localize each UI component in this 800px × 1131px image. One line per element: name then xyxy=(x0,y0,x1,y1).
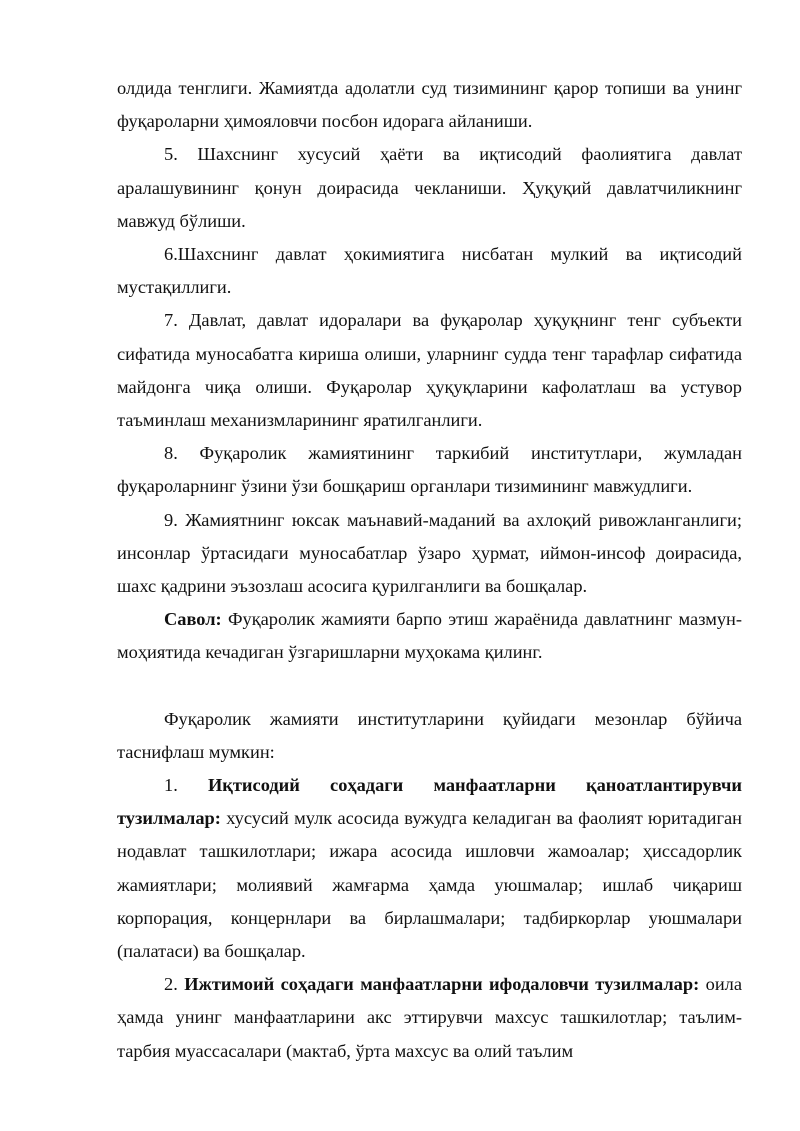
item-2-number: 2. xyxy=(164,974,185,995)
document-page xyxy=(117,72,742,1068)
classification-item-2 xyxy=(117,968,742,1068)
paragraph-item-5: 5. Шахснинг хусусий ҳаёти ва иқтисодий фаолиятига давлат аралашувининг қонун доирасида чекланиши. Ҳуқуқий давлатчиликнинг мавжуд бўлиши. xyxy=(117,144,742,231)
classification-intro: Фуқаролик жамияти институтларини қуйидаги мезонлар бўйича таснифлаш мумкин: xyxy=(117,708,742,762)
paragraph-item-8: 8. Фуқаролик жамиятининг таркибий институтлари, жумладан фуқароларнинг ўзини ўзи бошқариш органлари тизимининг мавжудлиги. xyxy=(117,443,742,497)
question-text: Фуқаролик жамияти барпо этиш жараёнида давлатнинг мазмун-моҳиятида кечадиган ўзгаришларни муҳокама қилинг. xyxy=(117,609,742,663)
question-paragraph xyxy=(117,603,742,669)
item-2-text: оила ҳамда унинг манфаатларини акс эттирувчи махсус ташкилотлар; таълим-тарбия муассасалари (мактаб, ўрта махсус ва олий таълим xyxy=(117,974,743,1061)
classification-item-1 xyxy=(117,769,742,968)
item-1-number: 1. xyxy=(164,775,208,796)
paragraph-item-6: 6.Шахснинг давлат ҳокимиятига нисбатан мулкий ва иқтисодий мустақиллиги. xyxy=(117,244,742,298)
item-2-heading: Ижтимоий соҳадаги манфаатларни ифодаловчи тузилмалар: xyxy=(184,974,700,995)
question-label: Савол: xyxy=(164,609,222,630)
item-1-heading: Иқтисодий соҳадаги манфаатларни қаноатлантирувчи тузилмалар: xyxy=(117,775,742,829)
paragraph-item-9: 9. Жамиятнинг юксак маънавий-маданий ва ахлоқий ривожланганлиги; инсонлар ўртасидаги муносабатлар ўзаро ҳурмат, иймон-инсоф доирасида, шахс қадрини эъзозлаш асосига қурилганлиги ва бошқалар. xyxy=(117,509,742,597)
blank-line xyxy=(117,670,742,703)
paragraph-item-7: 7. Давлат, давлат идоралари ва фуқаролар ҳуқуқнинг тенг субъекти сифатида муносабатга кириша олиши, уларнинг судда тенг тарафлар сифатида майдонга чиқа олиши. Фуқаролар ҳуқуқларини кафолатлаш ва устувор таъминлаш механизмларининг яратилганлиги. xyxy=(117,310,742,431)
item-1-text: хусусий мулк асосида вужудга келадиган ва фаолият юритадиган нодавлат ташкилотлари; ижара асосида ишловчи жамоалар; ҳиссадорлик жамиятлари; молиявий жамғарма ҳамда уюшмалар; ишлаб чиқариш корпорация, концернлари ва бирлашмалари; тадбиркорлар уюшмалари (палатаси) ва бошқалар. xyxy=(117,808,742,962)
paragraph-1: олдида тенглиги. Жамиятда адолатли суд тизимининг қарор топиши ва унинг фуқароларни ҳимояловчи посбон идорага айланиши. xyxy=(117,78,742,132)
